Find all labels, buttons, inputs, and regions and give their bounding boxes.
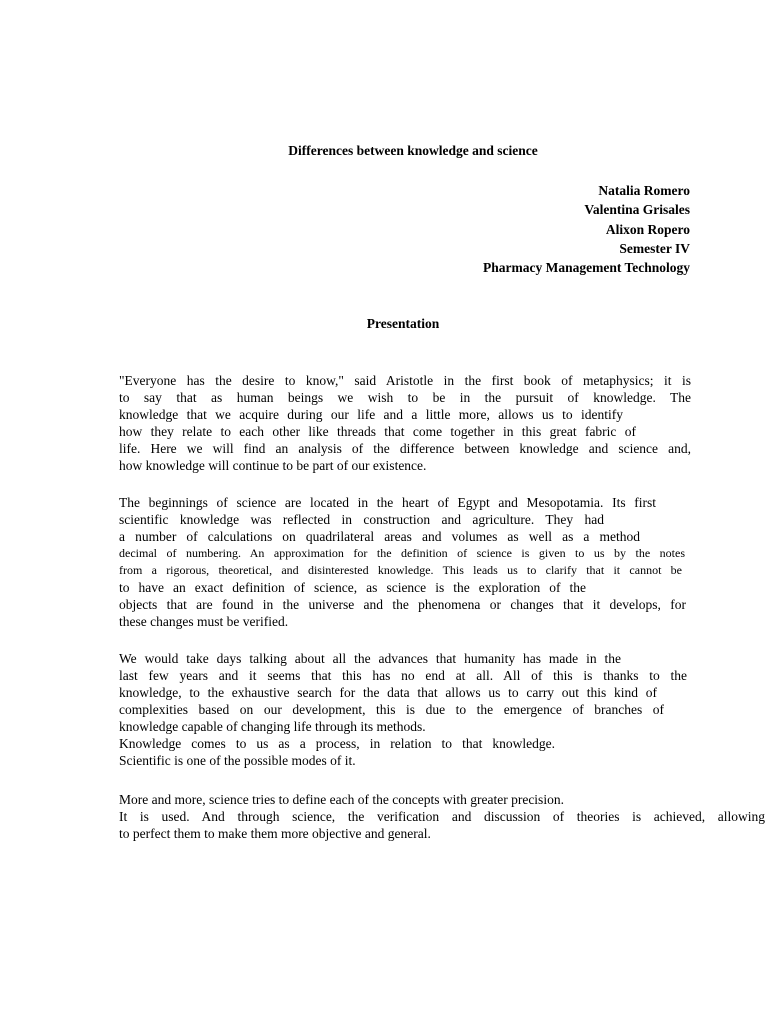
text-line: It is used. And through science, the verification and discussion of theories is achieved, allowing bbox=[119, 809, 765, 824]
author-name: Valentina Grisales bbox=[584, 202, 690, 218]
program-name: Pharmacy Management Technology bbox=[483, 260, 690, 276]
text-line: last few years and it seems that this has no end at all. All of this is thanks to the bbox=[119, 668, 687, 683]
semester-label: Semester IV bbox=[619, 240, 690, 256]
paragraph-beginnings bbox=[119, 494, 691, 630]
text-line: from a rigorous, theoretical, and disinterested knowledge. This leads us to clarify that it cannot be bbox=[119, 563, 682, 577]
text-line: these changes must be verified. bbox=[119, 614, 289, 629]
paragraph-intro bbox=[119, 372, 691, 474]
author-name: Natalia Romero bbox=[598, 183, 690, 198]
author-name: Alixon Ropero bbox=[605, 221, 690, 237]
text-line: Scientific is one of the possible modes of it. bbox=[119, 753, 356, 768]
text-line: to say that as human beings we wish to be in the pursuit of knowledge. The bbox=[119, 390, 691, 405]
text-line: "Everyone has the desire to know," said Aristotle in the first book of metaphysics; it is bbox=[119, 373, 691, 388]
text-line: scientific knowledge was reflected in construction and agriculture. They had bbox=[119, 512, 604, 527]
text-line: knowledge that we acquire during our life and a little more, allows us to identify bbox=[119, 407, 623, 422]
author-block bbox=[483, 181, 690, 277]
text-line: The beginnings of science are located in the heart of Egypt and Mesopotamia. Its first bbox=[119, 495, 656, 510]
section-heading: Presentation bbox=[366, 316, 440, 331]
paragraph-precision bbox=[119, 791, 765, 842]
text-line: complexities based on our development, this is due to the emergence of branches of bbox=[119, 702, 664, 717]
text-line: to perfect them to make them more objective and general. bbox=[119, 826, 431, 841]
text-line: We would take days talking about all the advances that humanity has made in the bbox=[119, 651, 621, 666]
text-line: life. Here we will find an analysis of the difference between knowledge and science and, bbox=[119, 441, 691, 456]
text-line: how they relate to each other like threads that come together in this great fabric of bbox=[119, 424, 636, 439]
text-line: More and more, science tries to define each of the concepts with greater precision. bbox=[119, 792, 564, 807]
text-line: how knowledge will continue to be part of our existence. bbox=[119, 458, 427, 473]
text-line: knowledge, to the exhaustive search for the data that allows us to carry out this kind of bbox=[119, 685, 657, 700]
text-line: a number of calculations on quadrilateral areas and volumes as well as a method bbox=[119, 529, 640, 544]
text-line: knowledge capable of changing life through its methods. bbox=[119, 719, 426, 734]
text-line: to have an exact definition of science, as science is the exploration of the bbox=[119, 580, 586, 595]
text-line: objects that are found in the universe and the phenomena or changes that it develops, for bbox=[119, 597, 686, 612]
text-line: Knowledge comes to us as a process, in relation to that knowledge. bbox=[119, 736, 555, 751]
text-line: decimal of numbering. An approximation for the definition of science is given to us by the notes bbox=[119, 546, 685, 560]
document-title: Differences between knowledge and science bbox=[288, 143, 538, 158]
paragraph-advances bbox=[119, 650, 691, 769]
